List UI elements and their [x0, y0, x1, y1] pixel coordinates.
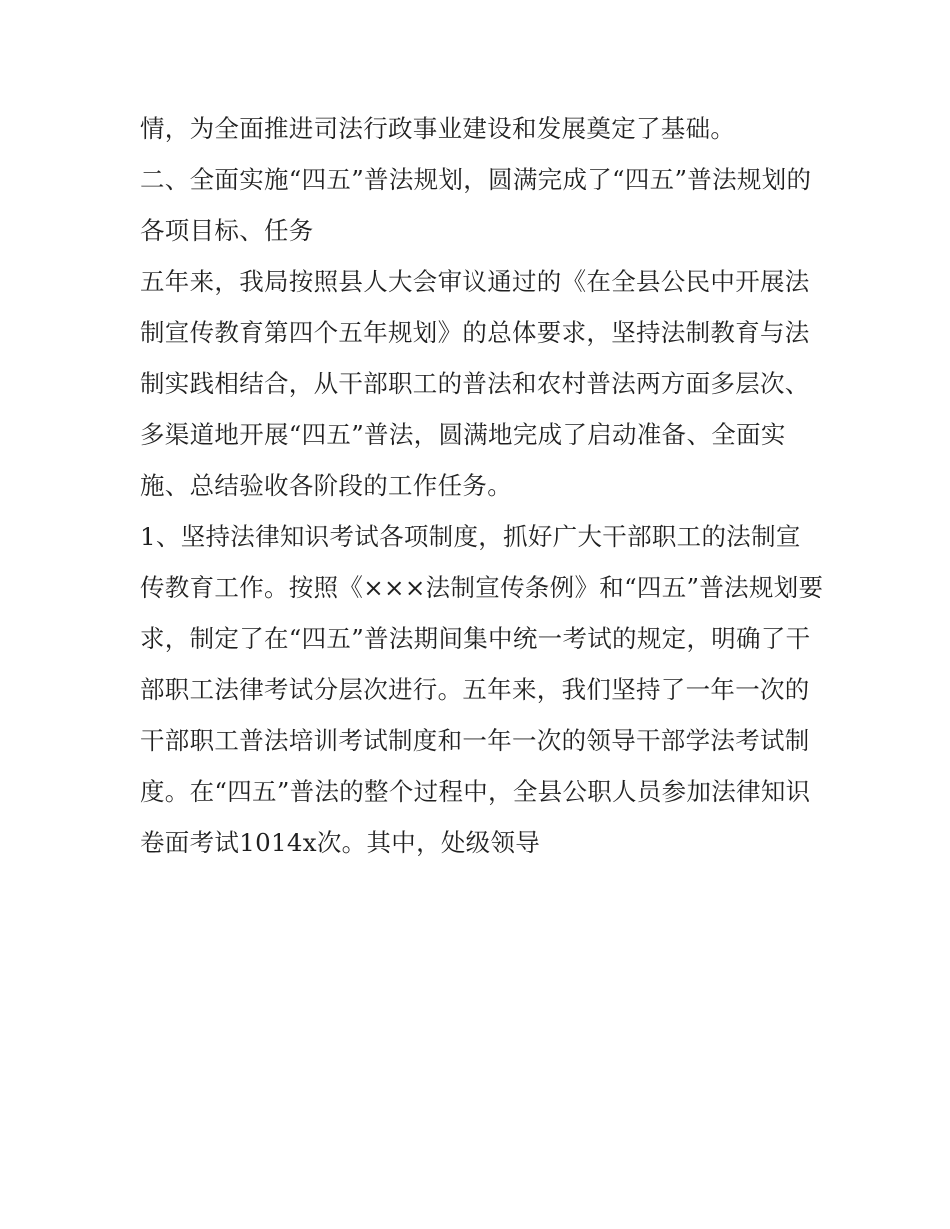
text-line: 干部职工普法培训考试制度和一年一次的领导干部学法考试制	[140, 726, 810, 755]
section-heading-line: 各项目标、任务	[140, 216, 314, 245]
text-line: 卷面考试1014x次。其中，处级领导	[140, 828, 541, 857]
text-line: 施、总结验收各阶段的工作任务。	[140, 471, 512, 500]
document-body	[140, 103, 824, 868]
section-heading-line: 二、全面实施“四五”普法规划，圆满完成了“四五”普法规划的	[140, 165, 812, 194]
text-line: 度。在“四五”普法的整个过程中，全县公职人员参加法律知识	[140, 777, 811, 806]
text-line: 传教育工作。按照《×××法制宣传条例》和“四五”普法规划要	[140, 573, 824, 602]
text-line: 求，制定了在“四五”普法期间集中统一考试的规定，明确了干	[140, 624, 811, 653]
text-line: 制实践相结合，从干部职工的普法和农村普法两方面多层次、	[140, 369, 810, 398]
text-line: 制宣传教育第四个五年规划》的总体要求，坚持法制教育与法	[140, 318, 810, 347]
text-line: 五年来，我局按照县人大会审议通过的《在全县公民中开展法	[140, 267, 810, 296]
text-line: 多渠道地开展“四五”普法，圆满地完成了启动准备、全面实	[140, 420, 786, 449]
text-line: 1、坚持法律知识考试各项制度，抓好广大干部职工的法制宣	[140, 522, 801, 551]
text-line: 情，为全面推进司法行政事业建设和发展奠定了基础。	[140, 114, 736, 143]
text-line: 部职工法律考试分层次进行。五年来，我们坚持了一年一次的	[140, 675, 810, 704]
